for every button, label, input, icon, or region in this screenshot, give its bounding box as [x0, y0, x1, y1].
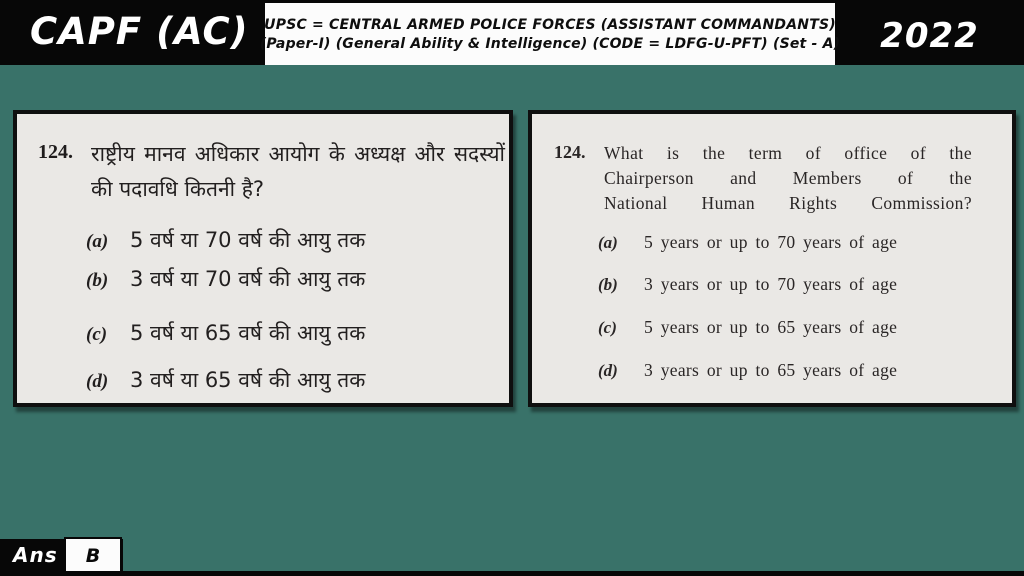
option-a-label: (a) — [86, 231, 109, 252]
option-a-hindi — [86, 226, 365, 254]
question-text-english-line1: What is the term of office of the — [604, 143, 972, 163]
option-c-text: 5 वर्ष या 65 वर्ष की आयु तक — [130, 321, 366, 345]
option-a-english — [598, 232, 897, 253]
option-b-label: (b) — [598, 275, 618, 294]
option-d-english — [598, 360, 897, 381]
option-b-hindi — [86, 265, 365, 293]
option-c-hindi — [86, 319, 365, 347]
year-label: 2022 — [880, 16, 979, 56]
option-b-text: 3 वर्ष या 70 वर्ष की आयु तक — [130, 267, 366, 291]
question-text-english-line3: National Human Rights Commission? — [604, 193, 972, 213]
answer-value: B — [85, 544, 101, 567]
option-b-english — [598, 274, 897, 295]
option-b-label: (b) — [86, 270, 109, 291]
question-text-english-line2: Chairperson and Members of the — [604, 168, 972, 188]
option-d-hindi — [86, 366, 365, 394]
question-panel-hindi — [13, 110, 513, 407]
option-c-text: 5 years or up to 65 years of age — [644, 317, 898, 337]
option-a-label: (a) — [598, 233, 618, 252]
question-text-hindi-line2: की पदावधि कितनी है? — [91, 177, 265, 201]
question-panel-english — [528, 110, 1016, 407]
option-d-label: (d) — [86, 371, 109, 392]
option-a-text: 5 years or up to 70 years of age — [644, 232, 898, 252]
bottom-bar — [0, 571, 1024, 576]
question-number-english: 124. — [554, 142, 586, 162]
option-d-text: 3 वर्ष या 65 वर्ष की आयु तक — [130, 368, 366, 392]
option-c-label: (c) — [86, 324, 108, 345]
header-title-box — [259, 3, 841, 65]
option-b-text: 3 years or up to 70 years of age — [644, 274, 898, 294]
option-c-label: (c) — [598, 318, 617, 337]
answer-value-box — [64, 537, 122, 574]
exam-name-label: CAPF (AC) — [30, 10, 249, 53]
header-subtitle-line1: UPSC = CENTRAL ARMED POLICE FORCES (ASSISTANT COMMANDANTS) — [264, 16, 836, 33]
option-d-label: (d) — [598, 361, 618, 380]
option-c-english — [598, 317, 897, 338]
option-d-text: 3 years or up to 65 years of age — [644, 360, 898, 380]
option-a-text: 5 वर्ष या 70 वर्ष की आयु तक — [130, 228, 366, 252]
top-bar — [0, 0, 1024, 65]
answer-label: Ans — [13, 543, 58, 567]
question-text-hindi-line1: राष्ट्रीय मानव अधिकार आयोग के अध्यक्ष और सदस्यों — [91, 142, 505, 166]
question-number-hindi: 124. — [38, 141, 73, 163]
header-subtitle-line2: (Paper-I) (General Ability & Intelligence) (CODE = LDFG-U-PFT) (Set - A) — [259, 35, 841, 52]
